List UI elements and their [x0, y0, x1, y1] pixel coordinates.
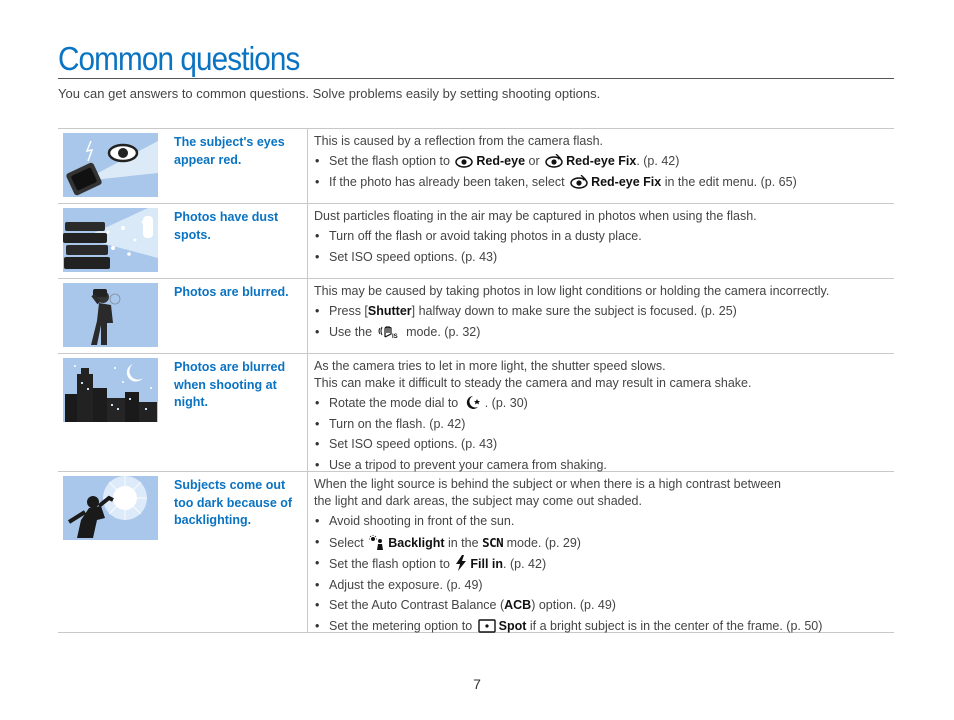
bullet-text: . (p. 30) — [484, 396, 528, 410]
bullet-text: if a bright subject is in the center of the frame. (p. 50) — [529, 618, 823, 633]
answer-bullet: • Adjust the exposure. (p. 49) — [314, 577, 888, 595]
page-title: Common questions — [58, 40, 300, 77]
answer-bullet: • Avoid shooting in front of the sun. — [314, 513, 888, 531]
answer-bullet — [314, 324, 888, 342]
answer-cell — [308, 472, 894, 632]
bullet-text: ] halfway down to make sure the subject is focused. (p. 25) — [411, 304, 737, 318]
question-label: Photos are blurred. — [158, 279, 308, 353]
acb-label: ACB — [504, 598, 532, 612]
bullet-text: Select — [329, 535, 364, 550]
answer-text: This is caused by a reflection from the camera flash. — [314, 134, 604, 148]
red-eye-fix-icon — [545, 154, 563, 168]
bullet-text: or — [528, 154, 540, 168]
bullet-text: If the photo has already been taken, select — [329, 174, 565, 189]
bullet-text: mode. (p. 29) — [506, 535, 581, 550]
fill-in-flash-icon — [455, 555, 467, 571]
red-eye-option: Red-eye — [476, 154, 526, 168]
intro-text: You can get answers to common questions. Solve problems easily by setting shooting options. — [58, 86, 601, 101]
bullet-text: in the edit menu. (p. 65) — [664, 174, 797, 189]
bullet-text: Set the Auto Contrast Balance ( — [329, 598, 505, 612]
thumbnail-cell — [58, 129, 158, 203]
title-divider — [58, 78, 894, 79]
answer-bullet — [314, 303, 888, 321]
bullet-text: Press [ — [329, 304, 368, 318]
bullet-text: Set the flash option to — [329, 557, 450, 571]
question-label: Subjects come out too dark because of backlighting. — [158, 472, 308, 632]
red-eye-fix-option: Red-eye Fix — [591, 174, 662, 189]
spot-option: Spot — [498, 618, 527, 633]
qa-row-blurred — [58, 279, 894, 354]
svg-text:IS: IS — [391, 333, 398, 339]
spot-metering-icon — [478, 619, 496, 633]
qa-row-dust-spots — [58, 204, 894, 279]
answer-text: the light and dark areas, the subject may come out shaded. — [314, 494, 642, 508]
answer-text: As the camera tries to let in more light, the shutter speed slows. — [314, 359, 666, 373]
answer-bullet — [314, 618, 888, 636]
answer-bullet — [314, 597, 888, 615]
answer-text: When the light source is behind the subject or when there is a high contrast between — [314, 477, 781, 491]
thumbnail-cell — [58, 204, 158, 278]
answer-text: Dust particles floating in the air may be captured in photos when using the flash. — [314, 209, 757, 223]
qa-row-night — [58, 354, 894, 472]
answer-bullet: • Turn off the flash or avoid taking photos in a dusty place. — [314, 228, 888, 246]
question-label: Photos are blurred when shooting at night. — [158, 354, 308, 471]
bullet-text: Rotate the mode dial to — [329, 396, 459, 410]
bullet-text: . (p. 42) — [636, 154, 680, 168]
answer-text: This may be caused by taking photos in low light conditions or holding the camera incorrectly. — [314, 284, 830, 298]
thumbnail-cell — [58, 472, 158, 632]
scn-mode-label: SCN — [482, 534, 504, 550]
bullet-text: in the — [447, 535, 479, 550]
backlit-subject-illustration — [63, 476, 158, 540]
answer-bullet — [314, 153, 888, 171]
shutter-button-label: Shutter — [367, 304, 412, 318]
red-eye-illustration — [63, 133, 158, 197]
bullet-text: . (p. 42) — [503, 557, 547, 571]
answer-bullet: • Turn on the flash. (p. 42) — [314, 416, 888, 434]
answer-cell — [308, 129, 894, 203]
answer-bullet: • Use a tripod to prevent your camera from shaking. — [314, 457, 888, 475]
thumbnail-cell — [58, 354, 158, 471]
backlight-icon — [369, 535, 385, 550]
night-mode-icon — [464, 395, 482, 410]
bullet-text: mode. (p. 32) — [406, 324, 481, 339]
answer-bullet: • Set ISO speed options. (p. 43) — [314, 436, 888, 454]
backlight-option: Backlight — [388, 535, 445, 550]
question-label: Photos have dust spots. — [158, 204, 308, 278]
answer-bullet — [314, 534, 888, 553]
qa-row-backlighting — [58, 472, 894, 633]
dust-spots-illustration — [63, 208, 158, 272]
red-eye-icon — [455, 156, 473, 168]
answer-bullet: • Set ISO speed options. (p. 43) — [314, 249, 888, 267]
answer-bullet — [314, 174, 888, 192]
answer-bullet — [314, 395, 888, 413]
dual-is-icon — [378, 324, 400, 339]
answer-cell — [308, 204, 894, 278]
answer-bullet — [314, 555, 888, 574]
fill-in-option: Fill in — [470, 557, 504, 571]
night-city-illustration — [63, 358, 158, 422]
thumbnail-cell — [58, 279, 158, 353]
red-eye-fix-option: Red-eye Fix — [566, 154, 637, 168]
page-number: 7 — [473, 676, 481, 692]
red-eye-fix-icon — [570, 175, 588, 189]
bullet-text: ) option. (p. 49) — [531, 598, 616, 612]
answer-cell — [308, 354, 894, 471]
qa-row-red-eye — [58, 129, 894, 204]
question-label: The subject's eyes appear red. — [158, 129, 308, 203]
bullet-text: Set the flash option to — [329, 154, 450, 168]
blurred-photographer-illustration — [63, 283, 158, 347]
bullet-text: Use the — [329, 324, 373, 339]
bullet-text: Set the metering option to — [329, 618, 473, 633]
qa-table — [58, 128, 894, 633]
answer-text: This can make it difficult to steady the camera and may result in camera shake. — [314, 376, 752, 390]
answer-cell — [308, 279, 894, 353]
